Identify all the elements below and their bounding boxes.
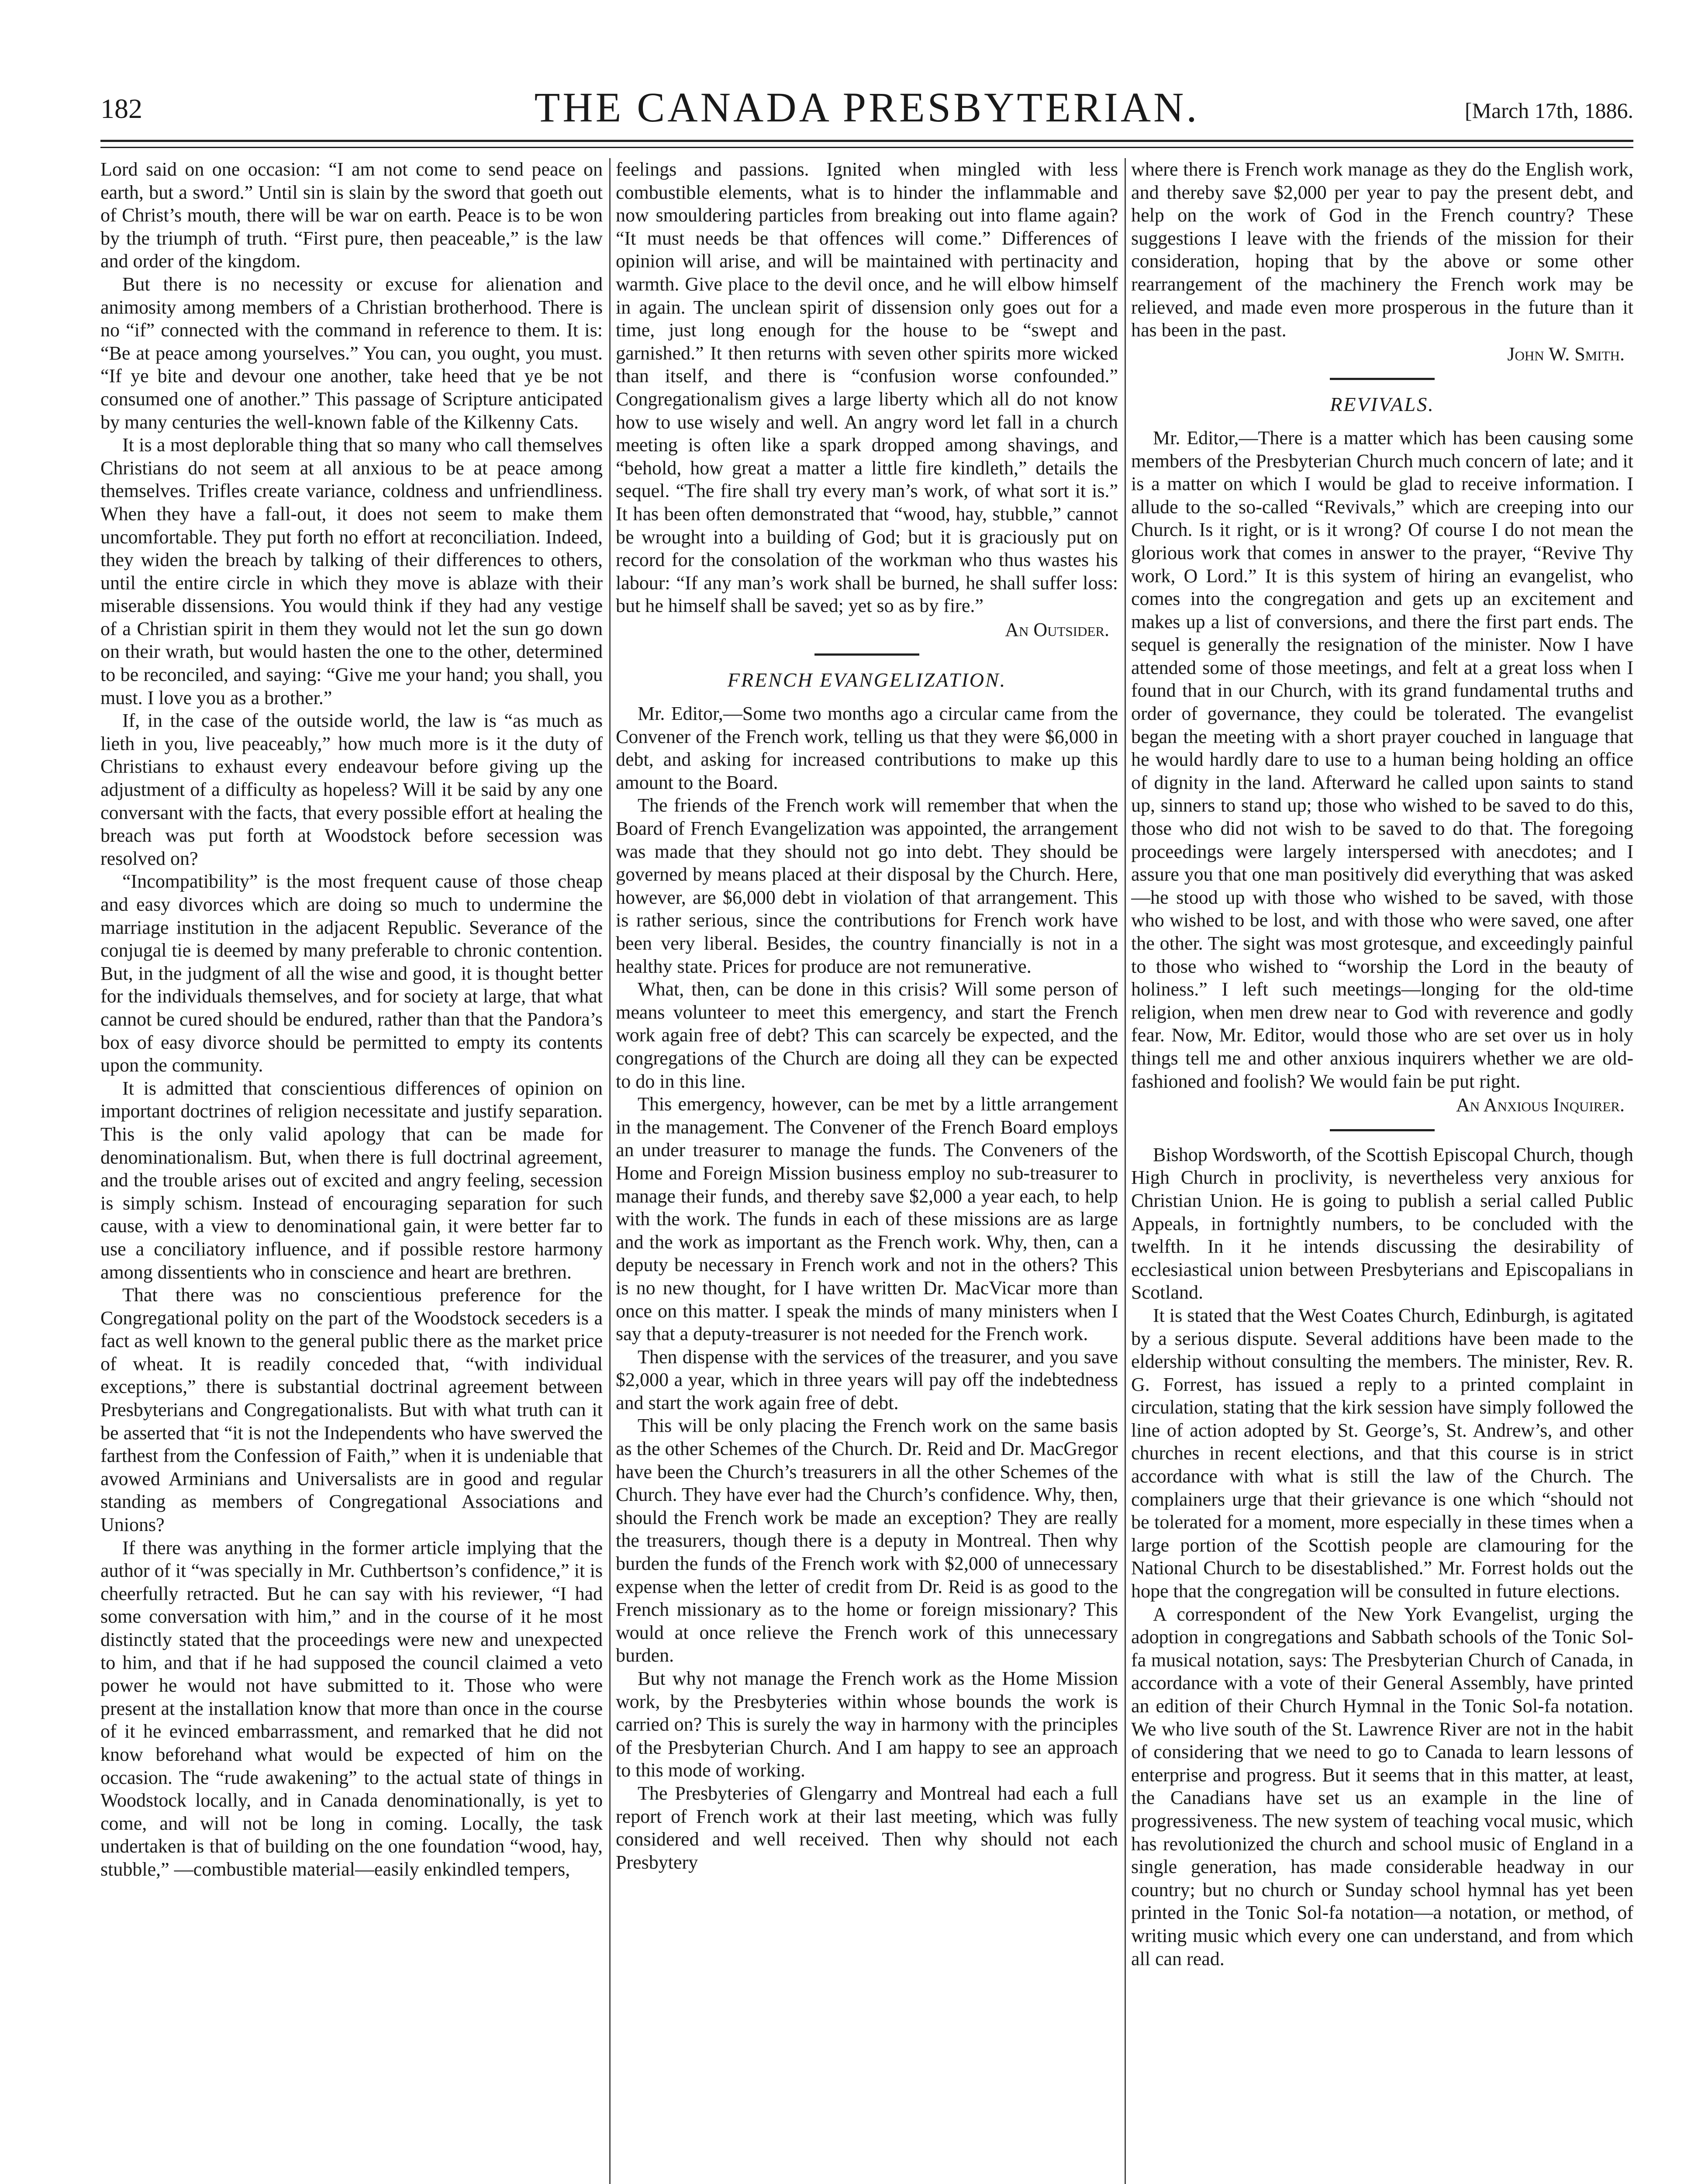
paragraph: If, in the case of the outside world, the law is “as much as lieth in you, live peaceably,” how much more is it the duty of Christians to exhaust every endeavour before giving up the adjustment of a difficulty as hopeless? Will it be said by any one conversant with the facts, that every possible effort at healing the breach was put forth at Woodstock before secession was resolved on? (100, 710, 603, 869)
masthead-title: THE CANADA PRESBYTERIAN. (534, 84, 1200, 131)
paragraph: If there was anything in the former article implying that the author of it “was specially in Mr. Cuthbertson’s confidence,” it is cheerfully retracted. But he can say with his reviewer, “I had some conversation with him,” and in the course of it he most distinctly stated that the proceedings were new and unexpected to him, and that if he had supposed the council claimed a veto power he would not have submitted to it. Those who were present at the installation know that more than once in the course of it he evinced embarrassment, and remarked that he did not know beforehand what would be expected of him on the occasion. The “rude awakening” to the actual state of things in Woodstock locally, and in Canada denominationally, is yet to come, and will not be long in coming. Locally, the task undertaken is that of building on the one foundation “wood, hay, stubble,” —combustible material—easily enkindled tempers, (100, 1537, 603, 1880)
paragraph: Bishop Wordsworth, of the Scottish Episcopal Church, though High Church in proclivity, is nevertheless very anxious for Christian Union. He is going to publish a serial called Public Appeals, in fortnightly numbers, to be concluded with the twelfth. In it he intends discussing the desirability of ecclesiastical union between Presbyterians and Episcopalians in Scotland. (1131, 1144, 1633, 1303)
columns (100, 158, 1633, 2184)
paragraph: It is stated that the West Coates Church, Edinburgh, is agitated by a serious dispute. Several additions have been made to the eldership without consulting the members. The minister, Rev. R. G. Forrest, has issued a reply to a printed complaint in circulation, stating that the kirk session have simply followed the line of action adopted by St. George’s, St. Andrew’s, and other churches in recent elections, and that this course is in strict accordance with what is still the law of the Church. The complainers urge that their grievance is one which “should not be tolerated for a moment, more especially in these times when a large portion of the Scottish people are clamouring for the National Church to be disestablished.” Mr. Forrest holds out the hope that the congregation will be consulted in future elections. (1131, 1304, 1633, 1602)
column-divider (609, 158, 611, 2184)
paragraph: Lord said on one occasion: “I am not come to send peace on earth, but a sword.” Until sin is slain by the sword that goeth out of Christ’s mouth, there will be war on earth. Peace is to be won by the triumph of truth. “First pure, then peaceable,” is the law and order of the kingdom. (100, 159, 603, 272)
paragraph: It is admitted that conscientious differences of opinion on important doctrines of religion necessitate and justify separation. This is the only valid apology that can be made for denominationalism. But, when there is full doctrinal agreement, and the trouble arises out of excited and angry feeling, secession is simply schism. Instead of encouraging separation for such cause, with a view to denominational gain, it were better far to use a conciliatory influence, and if possible restore harmony among dissentients who in conscience and heart are brethren. (100, 1077, 603, 1283)
signature: An Anxious Inquirer. (1456, 1094, 1625, 1116)
paragraph: Mr. Editor,—There is a matter which has been causing some members of the Presbyterian Church much concern of late; and it is a matter on which I would be glad to receive information. I allude to the so-called “Revivals,” which are creeping into our Church. Is it right, or is it wrong? Of course I do not mean the glorious work that comes in answer to the prayer, “Revive Thy work, O Lord.” It is this system of hiring an evangelist, who comes into the congregation and gets up an excitement and makes up a list of conversions, and there the first part ends. The sequel is generally the resignation of the minister. Now I have attended some of those meetings, and felt at a great loss when I found that in our Church, with its grand fundamental truths and order of governance, they could be tolerated. The evangelist began the meeting with a short prayer couched in language that he would hardly dare to use to a human being holding an office of dignity in the land. Afterward he called upon saints to stand up, sinners to stand up; those who wished to be saved to do this, those who did not wish to be saved to do that. The foregoing proceedings were largely interspersed with anecdotes; and I assure you that one man positively did everything that was asked—he stood up with those who wished to be saved, with those who wished to be lost, and with those who were saved, one after the other. The sight was most grotesque, and exceedingly painful to those who wished to “worship the Lord in the beauty of holiness.” I left such meetings—longing for the old-time religion, when men drew near to God with reverence and godly fear. Now, Mr. Editor, would those who are set over us in holy things tell me and other anxious inquirers whether we are old-fashioned and foolish? We would fain be put right. (1131, 427, 1633, 1092)
paragraph: But why not manage the French work as the Home Mission work, by the Presbyteries within whose bounds the work is carried on? This is surely the way in harmony with the principles of the Presbyterian Church. And I am happy to see an approach to this mode of working. (616, 1668, 1118, 1781)
article-separator (1330, 1129, 1435, 1131)
paragraph: Then dispense with the services of the treasurer, and you save $2,000 a year, which in three years will pay off the indebtedness and start the work again free of debt. (616, 1346, 1118, 1413)
paragraph: where there is French work manage as they do the English work, and thereby save $2,000 per year to pay the present debt, and help on the work of God in the French country? These suggestions I leave with the friends of the mission for their consideration, hoping that by the above or some other rearrangement of the machinery the French work may be relieved, and made even more prosperous in the future than it has been in the past. (1131, 159, 1633, 341)
page-number: 182 (100, 93, 142, 124)
paragraph: This emergency, however, can be met by a little arrangement in the management. The Convener of the French Board employs an under treasurer to manage the funds. The Conveners of the Home and Foreign Mission business employ no sub-treasurer to manage their funds, and thereby save $2,000 a year each, to help with the work. The funds in each of these missions are as large and the work as important as the French work. Why, then, can a deputy be necessary in French work and not in the others? This is no new thought, for I have written Dr. MacVicar more than once on this matter. I speak the minds of many ministers when I say that a deputy-treasurer is not needed for the French work. (616, 1093, 1118, 1345)
paragraph: It is a most deplorable thing that so many who call themselves Christians do not seem at all anxious to be at peace among themselves. Trifles create variance, coldness and unfriendliness. When they have a fall-out, it does not seem to make them uncomfortable. They put forth no effort at reconciliation. Indeed, they widen the breach by talking of their differences to others, until the entire circle in which they move is ablaze with their miserable dissensions. You would think if they had any vestige of a Christian spirit in them they would not let the sun go down on their wrath, but would hasten the one to the other, determined to be reconciled, and saying: “Give me your hand; you shall, you must. I love you as a brother.” (100, 434, 603, 708)
paragraph: That there was no conscientious preference for the Congregational polity on the part of the Woodstock seceders is a fact as well known to the general public there as the market price of wheat. It is readily conceded that, “with individual exceptions,” there is substantial doctrinal agreement between Presbyterians and Congregationalists. But with what truth can it be asserted that “it is not the Independents who have swerved the farthest from the Confession of Faith,” when it is undeniable that avowed Arminians and Universalists are in good and regular standing as members of Congregational Associations and Unions? (100, 1284, 603, 1536)
paragraph: “Incompatibility” is the most frequent cause of those cheap and easy divorces which are doing so much to undermine the marriage institution in the adjacent Republic. Severance of the conjugal tie is deemed by many preferable to chronic contention. But, in the judgment of all the wise and good, it is thought better for the individuals themselves, and for society at large, that what cannot be cured should be endured, rather than that the Pandora’s box of easy divorce should be permitted to empty its contents upon the community. (100, 871, 603, 1076)
article-separator (1330, 378, 1435, 380)
column-divider (1125, 158, 1126, 2184)
paragraph: The friends of the French work will remember that when the Board of French Evangelization was appointed, the arrangement was made that they should not go into debt. They should be governed by means placed at their disposal by the Church. Here, however, are $6,000 debt in violation of that arrangement. This is rather serious, since the contributions for French work have been very liberal. Besides, the country financially is not in a healthy state. Prices for produce are not remunerative. (616, 795, 1118, 977)
column-2 (616, 158, 1118, 2184)
header-rule-thin (100, 147, 1633, 148)
paragraph: feelings and passions. Ignited when mingled with less combustible elements, what is to hinder the inflammable and now smouldering particles from breaking out into flame again? “It must needs be that offences will come.” Differences of opinion will arise, and will be maintained with pertinacity and warmth. Give place to the devil once, and he will elbow himself in again. The unclean spirit of dissension only goes out for a time, just long enough for the house to be “swept and garnished.” It then returns with seven other spirits more wicked than itself, and there is “confusion worse confounded.” Congregationalism gives a large liberty which all do not know how to use wisely and well. An angry word let fall in a church meeting is often like a spark dropped among shavings, and “behold, how great a matter a little fire kindleth,” details the sequel. “The fire shall try every man’s work, of what sort it is.” It has been often demonstrated that “wood, hay, stubble,” cannot be wrought into a building of God; but it is graciously put on record for the consolation of the workman who thus wastes his labour: “If any man’s work shall be burned, he shall suffer loss: but he himself shall be saved; yet so as by fire.” (616, 159, 1118, 617)
signature: John W. Smith. (1507, 343, 1625, 365)
paragraph: A correspondent of the New York Evangelist, urging the adoption in congregations and Sabbath schools of the Tonic Sol-fa musical notation, says: The Presbyterian Church of Canada, in accordance with a vote of their General Assembly, have printed an edition of their Church Hymnal in the Tonic Sol-fa notation. We who live south of the St. Lawrence River are not in the habit of considering that we need to go to Canada to learn lessons of enterprise and progress. But it seems that in this matter, at least, the Canadians have set us an example in the line of progressiveness. The new system of teaching vocal music, which has revolutionized the church and school music of England in a single generation, has made considerable headway in our country; but no church or Sunday school hymnal has yet been printed in the Tonic Sol-fa notation—a notation, or method, of writing music which every one can understand, and from which all can read. (1131, 1603, 1633, 1970)
article-separator (814, 653, 919, 656)
header-rule (100, 140, 1633, 142)
column-1 (100, 158, 603, 2184)
paragraph: But there is no necessity or excuse for alienation and animosity among members of a Christian brotherhood. There is no “if” connected with the command in reference to them. It is: “Be at peace among yourselves.” You can, you ought, you must. “If ye bite and devour one another, take heed that ye be not consumed one of another.” This passage of Scripture anticipated by many centuries the well-known fable of the Kilkenny Cats. (100, 273, 603, 433)
paragraph: This will be only placing the French work on the same basis as the other Schemes of the Church. Dr. Reid and Dr. MacGregor have been the Church’s treasurers in all the other Schemes of the Church. They have ever had the Church’s confidence. Why, then, should the French work be made an exception? They are really the treasurers, though there is a deputy in Montreal. Then why burden the funds of the French work with $2,000 of unnecessary expense when the letter of credit from Dr. Reid is as good to the French missionary as to the home or foreign missionary? This would at once relieve the French work of this unnecessary burden. (616, 1415, 1118, 1666)
paragraph: The Presbyteries of Glengarry and Montreal had each a full report of French work at their last meeting, which was fully considered and well received. Then why should not each Presbytery (616, 1782, 1118, 1873)
page-header (100, 66, 1633, 140)
signature: An Outsider. (1005, 619, 1109, 640)
issue-date: [March 17th, 1886. (1464, 98, 1633, 123)
paragraph: Mr. Editor,—Some two months ago a circular came from the Convener of the French work, telling us that they were $6,000 in debt, and asking for increased contributions to make up this amount to the Board. (616, 703, 1118, 793)
article-heading: FRENCH EVANGELIZATION. (727, 669, 1007, 691)
article-heading: REVIVALS. (1330, 393, 1435, 416)
paragraph: What, then, can be done in this crisis? Will some person of means volunteer to meet this emergency, and start the French work again free of debt? This can scarcely be expected, and the congregations of the Church are doing all they can be expected to do in this line. (616, 978, 1118, 1092)
column-3 (1131, 158, 1633, 2184)
